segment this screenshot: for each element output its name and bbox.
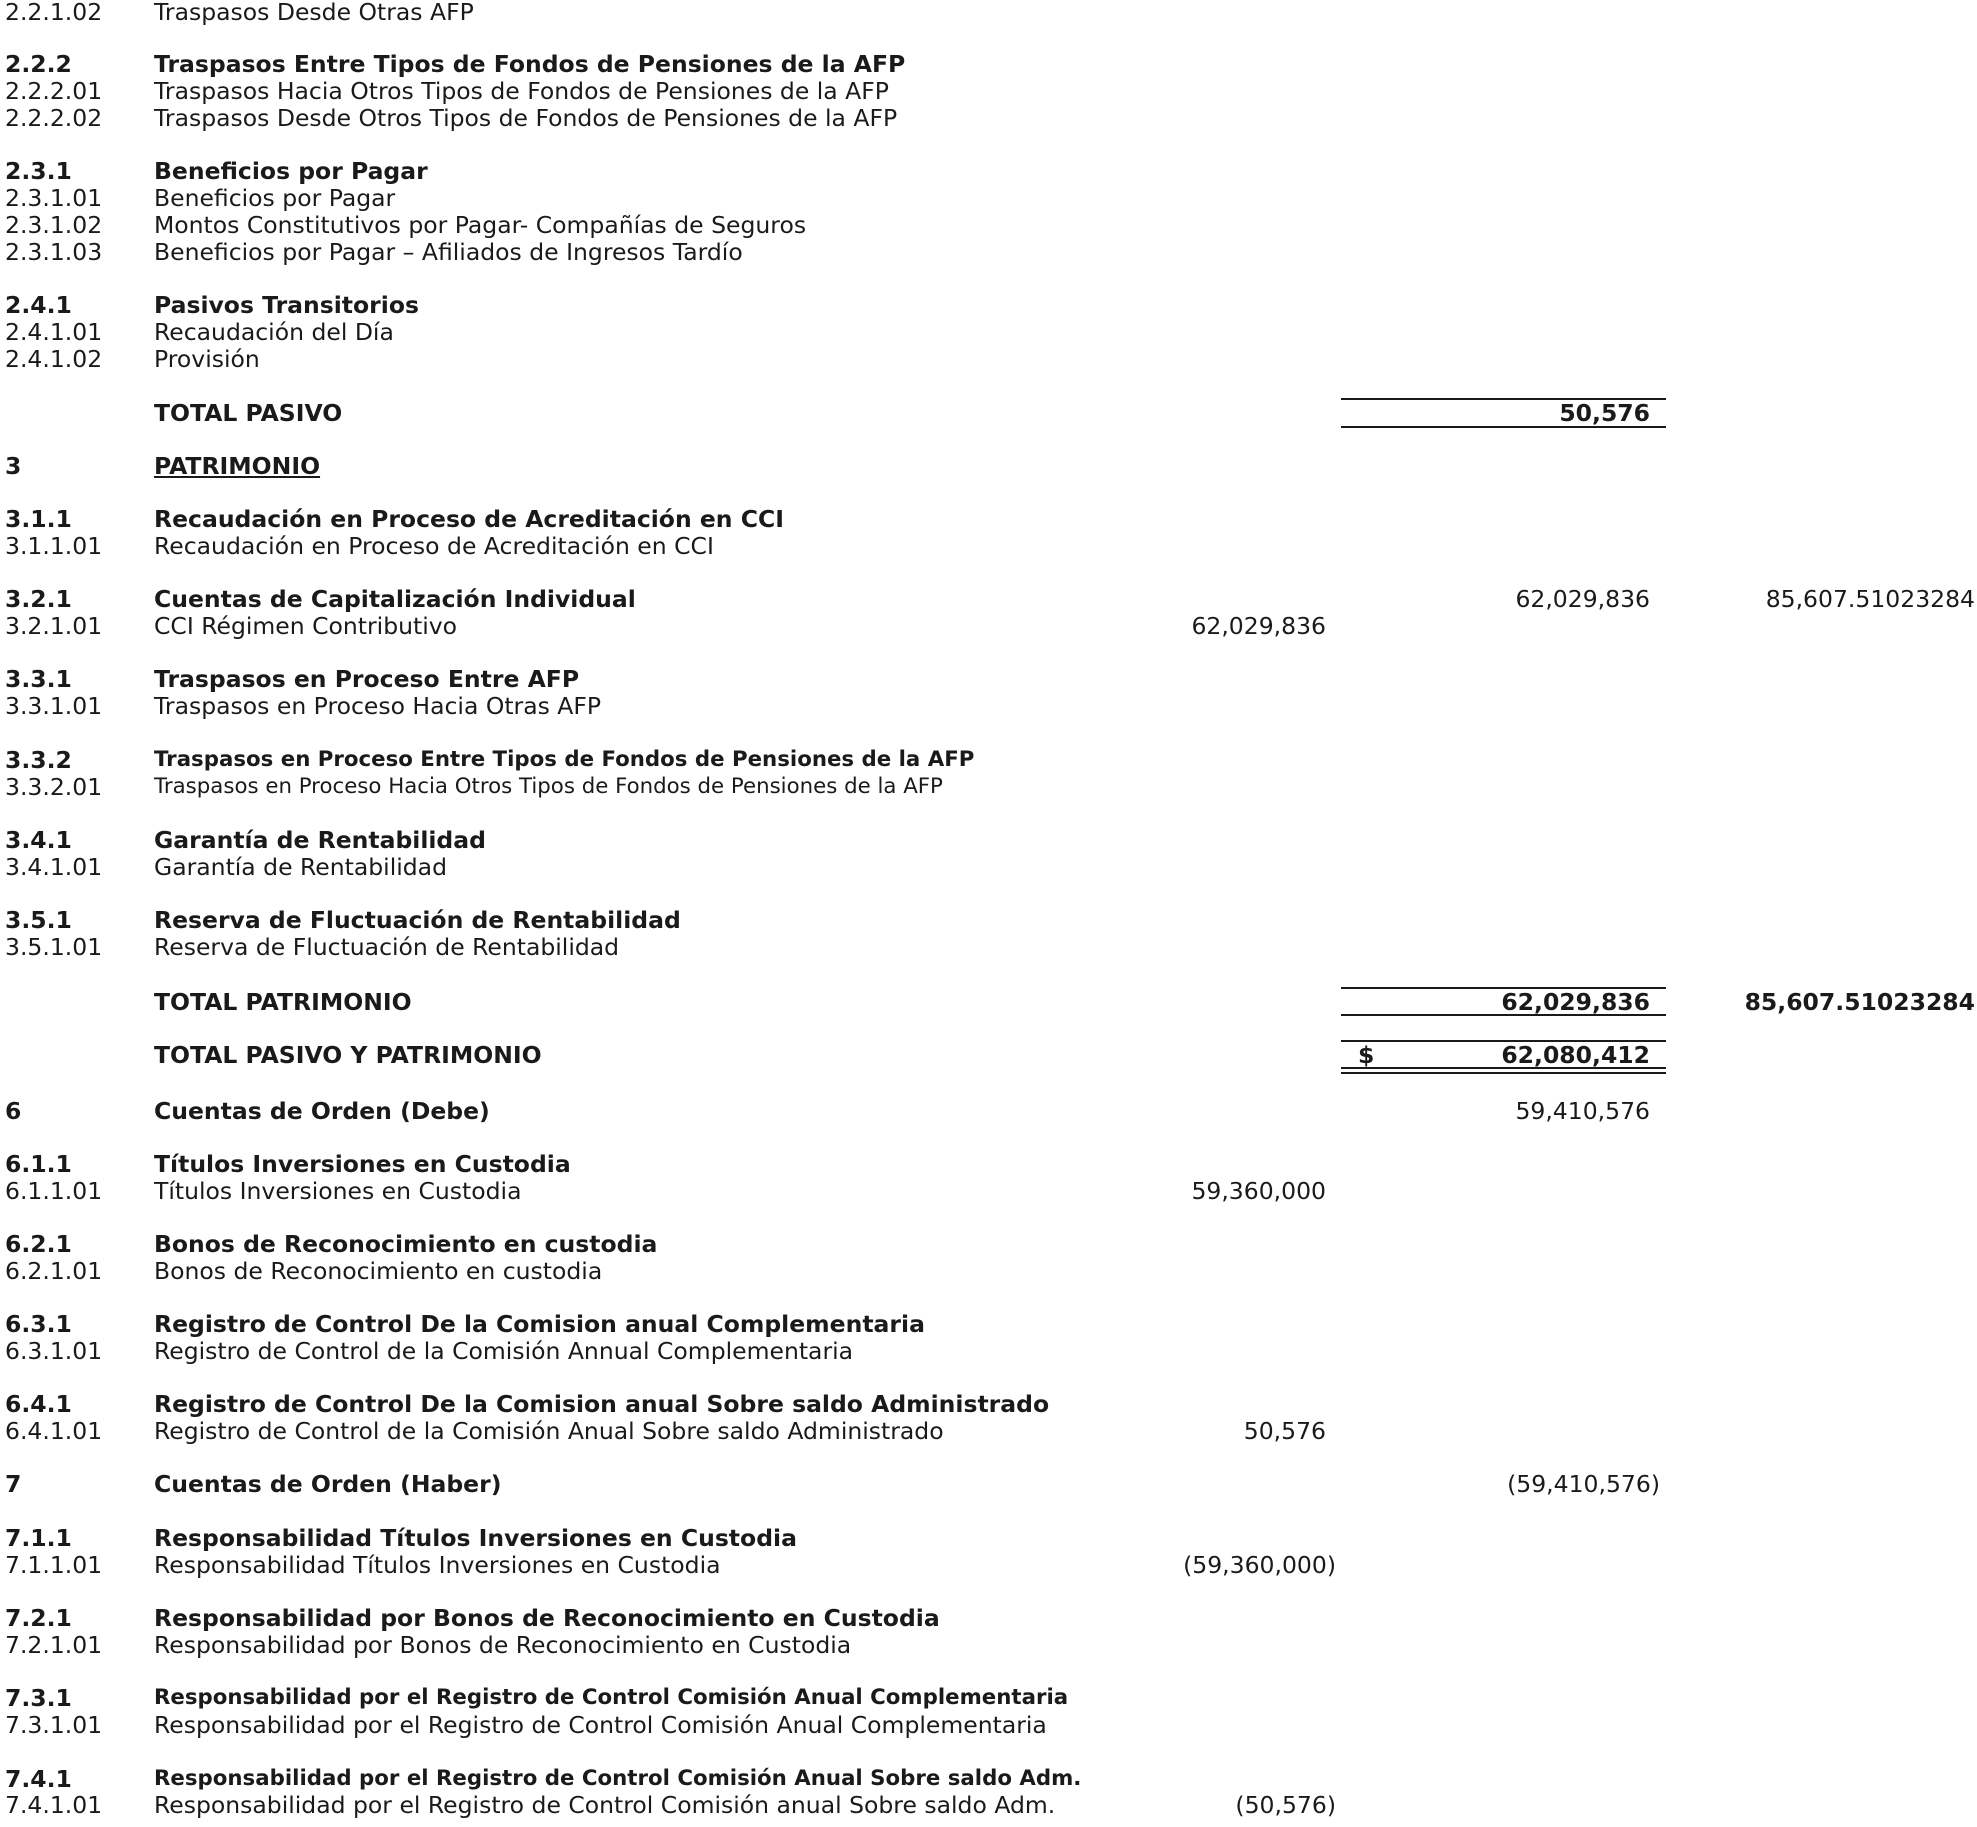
account-code: 2.4.1.01 [5, 318, 103, 346]
account-description: Traspasos Desde Otros Tipos de Fondos de Pensiones de la AFP [154, 104, 898, 132]
total-label: TOTAL PATRIMONIO [154, 988, 412, 1016]
group-amount: 59,410,576 [1515, 1097, 1650, 1125]
account-code: 3.4.1.01 [5, 853, 103, 881]
account-description: Registro de Control de la Comisión Anual Sobre saldo Administrado [154, 1417, 944, 1445]
account-description: Traspasos en Proceso Entre AFP [154, 665, 580, 693]
account-code: 7.1.1 [5, 1524, 72, 1552]
account-code: 3.5.1.01 [5, 933, 103, 961]
account-group-row [0, 158, 1977, 185]
account-description: Títulos Inversiones en Custodia [154, 1177, 522, 1205]
account-row [0, 1178, 1977, 1205]
account-code: 6.1.1.01 [5, 1177, 103, 1205]
account-row [0, 854, 1977, 881]
account-code: 3.4.1 [5, 826, 72, 854]
account-group-row [0, 1471, 1977, 1498]
account-description: Responsabilidad Títulos Inversiones en Custodia [154, 1551, 721, 1579]
total-amount: 50,576 [1559, 399, 1650, 427]
account-description: Provisión [154, 345, 260, 373]
account-description: Responsabilidad por el Registro de Control Comisión anual Sobre saldo Adm. [154, 1791, 1056, 1819]
account-group-row [0, 1685, 1977, 1712]
account-description: Recaudación del Día [154, 318, 394, 346]
account-code: 7.2.1.01 [5, 1631, 103, 1659]
account-code: 3.3.1 [5, 665, 72, 693]
account-description: Cuentas de Orden (Haber) [154, 1470, 502, 1498]
account-row [0, 78, 1977, 105]
account-description: Beneficios por Pagar [154, 157, 428, 185]
account-description: Reserva de Fluctuación de Rentabilidad [154, 933, 620, 961]
total-rule-bottom [1341, 426, 1666, 428]
total-rule-bottom [1341, 1014, 1666, 1016]
account-description: Cuentas de Orden (Debe) [154, 1097, 490, 1125]
account-group-row [0, 1098, 1977, 1125]
account-code: 6.4.1 [5, 1390, 72, 1418]
account-code: 3.1.1 [5, 505, 72, 533]
account-group-row [0, 1151, 1977, 1178]
account-description: Responsabilidad por el Registro de Control Comisión Anual Complementaria [154, 1685, 1069, 1710]
account-row [0, 1792, 1977, 1819]
total-amount: 62,029,836 [1501, 988, 1650, 1016]
account-code: 2.3.1 [5, 157, 72, 185]
account-row [0, 105, 1977, 132]
account-description: Traspasos Entre Tipos de Fondos de Pensiones de la AFP [154, 50, 906, 78]
account-code: 2.3.1.02 [5, 211, 103, 239]
account-code: 6.3.1.01 [5, 1337, 103, 1365]
account-description: Responsabilidad por Bonos de Reconocimiento en Custodia [154, 1604, 940, 1632]
account-description: Traspasos en Proceso Hacia Otras AFP [154, 692, 602, 720]
account-group-row [0, 747, 1977, 774]
account-code: 7.4.1.01 [5, 1791, 103, 1819]
account-row [0, 934, 1977, 961]
total-label: TOTAL PASIVO [154, 399, 343, 427]
account-row [0, 0, 1977, 26]
account-group-row [0, 292, 1977, 319]
account-code: 7.2.1 [5, 1604, 72, 1632]
quota-value: 85,607.51023284 [1765, 585, 1975, 613]
total-amount: 62,080,412 [1501, 1041, 1650, 1069]
account-code: 6.4.1.01 [5, 1417, 103, 1445]
account-group-row [0, 586, 1977, 613]
detail-amount: (50,576) [1235, 1791, 1336, 1819]
currency-symbol: $ [1358, 1041, 1375, 1069]
account-code: 3.2.1 [5, 585, 72, 613]
account-description: Registro de Control De la Comision anual Sobre saldo Administrado [154, 1390, 1050, 1418]
account-code: 2.2.2 [5, 50, 72, 78]
account-row [0, 1338, 1977, 1365]
total-row [0, 400, 1977, 427]
account-description: Traspasos Desde Otras AFP [154, 0, 474, 26]
detail-amount: 59,360,000 [1191, 1177, 1326, 1205]
account-row [0, 1418, 1977, 1445]
section-title: PATRIMONIO [154, 452, 321, 480]
account-row [0, 185, 1977, 212]
double-rule-1 [1341, 1067, 1666, 1069]
account-code: 2.4.1.02 [5, 345, 103, 373]
account-group-row [0, 51, 1977, 78]
account-code: 3 [5, 452, 22, 480]
account-description: Pasivos Transitorios [154, 291, 419, 319]
account-description: Reserva de Fluctuación de Rentabilidad [154, 906, 681, 934]
account-code: 6.2.1.01 [5, 1257, 103, 1285]
account-code: 2.4.1 [5, 291, 72, 319]
account-code: 6 [5, 1097, 22, 1125]
account-description: Traspasos en Proceso Entre Tipos de Fondos de Pensiones de la AFP [154, 747, 975, 772]
account-code: 2.2.1.02 [5, 0, 103, 26]
account-code: 6.3.1 [5, 1310, 72, 1338]
account-description: Bonos de Reconocimiento en custodia [154, 1230, 658, 1258]
account-description: Recaudación en Proceso de Acreditación en CCI [154, 532, 714, 560]
account-group-row [0, 1605, 1977, 1632]
account-row [0, 1258, 1977, 1285]
grand-total-row [0, 1042, 1977, 1069]
account-row [0, 1632, 1977, 1659]
account-description: Garantía de Rentabilidad [154, 826, 486, 854]
account-code: 3.3.1.01 [5, 692, 103, 720]
account-code: 3.3.2.01 [5, 773, 103, 801]
account-group-row [0, 1391, 1977, 1418]
account-group-row [0, 1766, 1977, 1793]
account-description: CCI Régimen Contributivo [154, 612, 458, 640]
detail-amount: 50,576 [1243, 1417, 1326, 1445]
group-amount: (59,410,576) [1507, 1470, 1660, 1498]
account-code: 2.2.2.02 [5, 104, 103, 132]
account-description: Cuentas de Capitalización Individual [154, 585, 636, 613]
quota-value: 85,607.51023284 [1744, 988, 1975, 1016]
account-code: 7 [5, 1470, 22, 1498]
account-row [0, 1552, 1977, 1579]
account-description: Garantía de Rentabilidad [154, 853, 448, 881]
account-description: Registro de Control De la Comision anual Complementaria [154, 1310, 925, 1338]
section-heading-row [0, 453, 1977, 480]
total-label: TOTAL PASIVO Y PATRIMONIO [154, 1041, 542, 1069]
account-row [0, 212, 1977, 239]
account-row [0, 693, 1977, 720]
account-code: 3.3.2 [5, 746, 72, 774]
detail-amount: 62,029,836 [1191, 612, 1326, 640]
account-description: Recaudación en Proceso de Acreditación en CCI [154, 505, 784, 533]
account-row [0, 346, 1977, 373]
account-description: Responsabilidad Títulos Inversiones en Custodia [154, 1524, 797, 1552]
account-description: Bonos de Reconocimiento en custodia [154, 1257, 603, 1285]
account-row [0, 319, 1977, 346]
account-code: 7.1.1.01 [5, 1551, 103, 1579]
account-row [0, 613, 1977, 640]
account-description: Montos Constitutivos por Pagar- Compañías de Seguros [154, 211, 807, 239]
account-code: 7.4.1 [5, 1765, 72, 1793]
account-code: 3.5.1 [5, 906, 72, 934]
account-description: Registro de Control de la Comisión Annual Complementaria [154, 1337, 854, 1365]
account-code: 7.3.1.01 [5, 1711, 103, 1739]
account-row [0, 1712, 1977, 1739]
account-group-row [0, 1525, 1977, 1552]
account-group-row [0, 1231, 1977, 1258]
account-group-row [0, 907, 1977, 934]
account-group-row [0, 506, 1977, 533]
account-code: 6.2.1 [5, 1230, 72, 1258]
account-code: 3.1.1.01 [5, 532, 103, 560]
account-code: 2.3.1.03 [5, 238, 103, 266]
detail-amount: (59,360,000) [1183, 1551, 1336, 1579]
account-group-row [0, 1311, 1977, 1338]
account-group-row [0, 827, 1977, 854]
group-amount: 62,029,836 [1515, 585, 1650, 613]
account-description: Beneficios por Pagar [154, 184, 396, 212]
account-description: Traspasos en Proceso Hacia Otros Tipos de Fondos de Pensiones de la AFP [154, 774, 943, 799]
account-description: Responsabilidad por el Registro de Control Comisión Anual Complementaria [154, 1711, 1047, 1739]
account-row [0, 533, 1977, 560]
account-code: 2.3.1.01 [5, 184, 103, 212]
account-code: 7.3.1 [5, 1684, 72, 1712]
account-description: Responsabilidad por Bonos de Reconocimiento en Custodia [154, 1631, 852, 1659]
account-description: Beneficios por Pagar – Afiliados de Ingresos Tardío [154, 238, 743, 266]
account-row [0, 774, 1977, 801]
account-group-row [0, 666, 1977, 693]
double-rule-2 [1341, 1072, 1666, 1074]
account-code: 6.1.1 [5, 1150, 72, 1178]
account-description: Traspasos Hacia Otros Tipos de Fondos de Pensiones de la AFP [154, 77, 889, 105]
total-row [0, 989, 1977, 1016]
account-row [0, 239, 1977, 266]
account-code: 3.2.1.01 [5, 612, 103, 640]
account-description: Títulos Inversiones en Custodia [154, 1150, 571, 1178]
account-code: 2.2.2.01 [5, 77, 103, 105]
account-description: Responsabilidad por el Registro de Control Comisión Anual Sobre saldo Adm. [154, 1766, 1082, 1791]
